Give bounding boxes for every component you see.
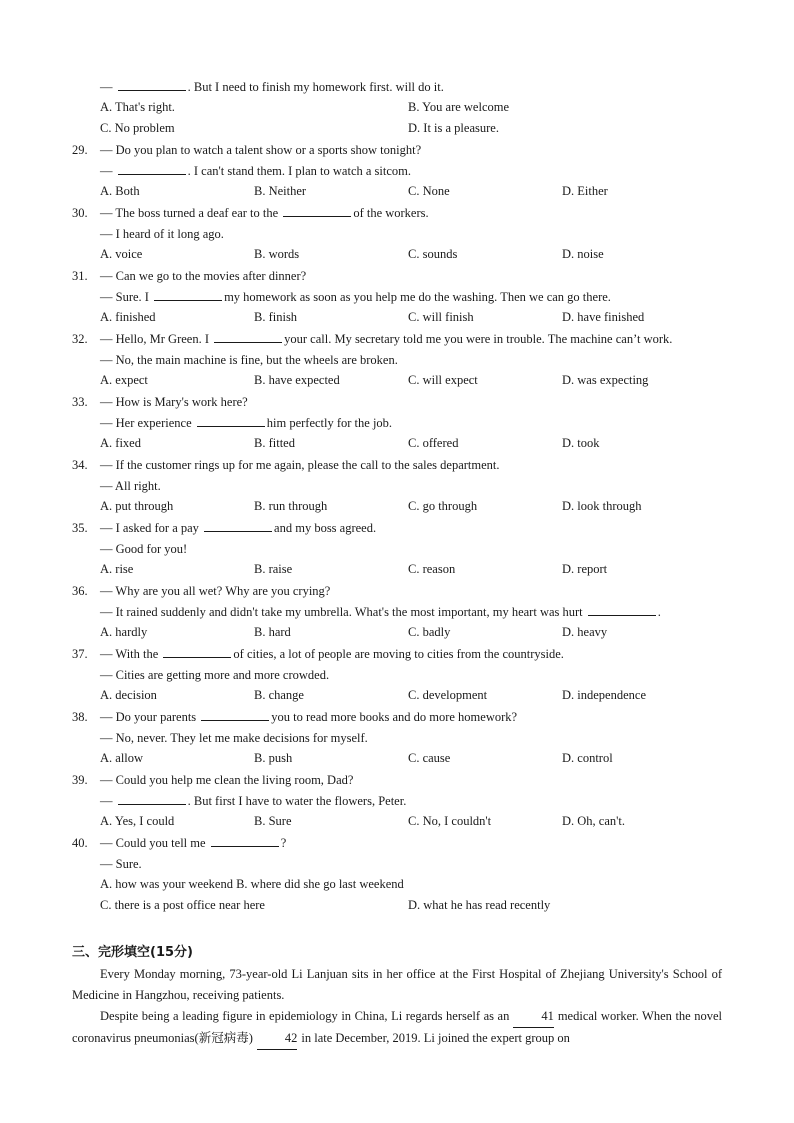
question-reply: — No, the main machine is fine, but the wheels are broken. (100, 353, 398, 367)
answer-option[interactable]: D. control (562, 751, 613, 765)
answer-option[interactable]: A. Both (100, 184, 140, 198)
question-prompt: — Do you plan to watch a talent show or a sports show tonight? (100, 143, 422, 157)
answer-option[interactable]: B. Sure (254, 814, 292, 828)
question-prompt: — Why are you all wet? Why are you crying? (100, 584, 331, 598)
answer-blank[interactable] (283, 205, 351, 217)
answer-option[interactable]: A. how was your weekend B. where did she go last weekend (100, 877, 404, 891)
answer-option[interactable]: A. expect (100, 373, 148, 387)
question-number: 34. (72, 458, 88, 472)
answer-option[interactable]: C. reason (408, 562, 456, 576)
question-reply: — . I can't stand them. I plan to watch a sitcom. (100, 164, 411, 178)
question-number: 32. (72, 332, 88, 346)
question-number: 35. (72, 521, 88, 535)
answer-option[interactable]: B. run through (254, 499, 328, 513)
answer-option[interactable]: A. voice (100, 247, 143, 261)
question-prompt: — Hello, Mr Green. I your call. My secretary told me you were in trouble. The machine can’t work. (100, 332, 673, 346)
blank-41[interactable]: 41 (513, 1006, 554, 1028)
question-number: 39. (72, 773, 88, 787)
answer-option[interactable]: B. raise (254, 562, 293, 576)
question-reply: — Good for you! (100, 542, 188, 556)
answer-option[interactable]: A. allow (100, 751, 144, 765)
question-number: 33. (72, 395, 88, 409)
answer-option[interactable]: D. look through (562, 499, 642, 513)
answer-option[interactable]: C. will expect (408, 373, 478, 387)
question-number: 38. (72, 710, 88, 724)
question-prompt: — The boss turned a deaf ear to the of the workers. (100, 206, 429, 220)
question-prompt: — Could you help me clean the living room, Dad? (100, 773, 354, 787)
answer-option[interactable]: D. report (562, 562, 608, 576)
section-heading: 三、完形填空(15分) (72, 945, 193, 960)
answer-option[interactable]: B. have expected (254, 373, 340, 387)
answer-option[interactable]: C. offered (408, 436, 459, 450)
answer-option[interactable]: A. fixed (100, 436, 141, 450)
question-prompt: — With the of cities, a lot of people are moving to cities from the countryside. (100, 647, 564, 661)
answer-option[interactable]: D. heavy (562, 625, 608, 639)
q28-option-b[interactable]: B. You are welcome (408, 100, 510, 114)
answer-blank[interactable] (118, 163, 186, 175)
answer-option[interactable]: D. Oh, can't. (562, 814, 626, 828)
answer-option[interactable]: B. fitted (254, 436, 295, 450)
answer-option[interactable]: A. put through (100, 499, 174, 513)
answer-option[interactable]: C. go through (408, 499, 478, 513)
question-number: 36. (72, 584, 88, 598)
answer-option[interactable]: A. rise (100, 562, 134, 576)
answer-option[interactable]: D. independence (562, 688, 646, 702)
question-reply: — It rained suddenly and didn't take my umbrella. What's the most important, my heart was hurt . (100, 605, 661, 619)
question-number: 30. (72, 206, 88, 220)
question-reply: — I heard of it long ago. (100, 227, 224, 241)
question-prompt: — Do your parents you to read more books and do more homework? (100, 710, 518, 724)
answer-blank[interactable] (118, 793, 186, 805)
answer-option[interactable]: B. hard (254, 625, 291, 639)
answer-blank[interactable] (214, 331, 282, 343)
question-reply: — All right. (100, 479, 161, 493)
answer-blank[interactable] (204, 520, 272, 532)
answer-option[interactable]: B. finish (254, 310, 298, 324)
question-reply: — Sure. (100, 857, 142, 871)
answer-blank[interactable] (197, 415, 265, 427)
question-reply: — Sure. I my homework as soon as you help me do the washing. Then we can go there. (100, 290, 611, 304)
passage-paragraph-1: Every Monday morning, 73-year-old Li Lanjuan sits in her office at the First Hospital of Zhejiang University's School of Medicine in Hangzhou, receiving patients. (72, 967, 722, 1002)
question-prompt: — I asked for a pay and my boss agreed. (100, 521, 377, 535)
answer-option[interactable]: C. development (408, 688, 488, 702)
answer-option[interactable]: C. sounds (408, 247, 458, 261)
answer-option[interactable]: D. what he has read recently (408, 898, 551, 912)
answer-option[interactable]: B. Neither (254, 184, 307, 198)
answer-option[interactable]: D. noise (562, 247, 604, 261)
answer-option[interactable]: D. was expecting (562, 373, 649, 387)
q28-option-a[interactable]: A. That's right. (100, 100, 175, 114)
answer-option[interactable]: C. cause (408, 751, 451, 765)
question-prompt: — If the customer rings up for me again, please the call to the sales department. (100, 458, 500, 472)
q28-option-d[interactable]: D. It is a pleasure. (408, 121, 499, 135)
answer-option[interactable]: B. push (254, 751, 293, 765)
answer-option[interactable]: C. there is a post office near here (100, 898, 265, 912)
blank-42[interactable]: 42 (257, 1028, 298, 1050)
answer-option[interactable]: C. badly (408, 625, 451, 639)
question-reply: — Her experience him perfectly for the job. (100, 416, 393, 430)
question-number: 29. (72, 143, 88, 157)
answer-option[interactable]: D. took (562, 436, 600, 450)
q28-blank[interactable] (118, 79, 186, 91)
answer-option[interactable]: A. Yes, I could (100, 814, 175, 828)
answer-option[interactable]: A. finished (100, 310, 156, 324)
answer-blank[interactable] (163, 646, 231, 658)
question-prompt: — Can we go to the movies after dinner? (100, 269, 307, 283)
q28-answer-line: — . But I need to finish my homework first. will do it. (100, 80, 444, 94)
answer-blank[interactable] (588, 604, 656, 616)
passage-paragraph-2: Despite being a leading figure in epidemiology in China, Li regards herself as an 41 medical worker. When the novel coronavirus pneumonias(新冠病毒) 42 in late December, 2019. Li joined the expert group on (72, 1006, 722, 1050)
answer-option[interactable]: B. words (254, 247, 300, 261)
answer-option[interactable]: C. None (408, 184, 450, 198)
question-number: 31. (72, 269, 88, 283)
answer-option[interactable]: D. Either (562, 184, 608, 198)
answer-option[interactable]: C. No, I couldn't (408, 814, 492, 828)
question-number: 37. (72, 647, 88, 661)
answer-blank[interactable] (201, 709, 269, 721)
answer-option[interactable]: B. change (254, 688, 304, 702)
answer-option[interactable]: A. decision (100, 688, 157, 702)
answer-blank[interactable] (154, 289, 222, 301)
question-prompt: — How is Mary's work here? (100, 395, 248, 409)
question-reply: — Cities are getting more and more crowded. (100, 668, 330, 682)
question-reply: — . But first I have to water the flowers, Peter. (100, 794, 407, 808)
question-reply: — No, never. They let me make decisions for myself. (100, 731, 368, 745)
q28-option-c[interactable]: C. No problem (100, 121, 175, 135)
answer-blank[interactable] (211, 835, 279, 847)
answer-option[interactable]: D. have finished (562, 310, 645, 324)
answer-option[interactable]: C. will finish (408, 310, 474, 324)
question-number: 40. (72, 836, 88, 850)
answer-option[interactable]: A. hardly (100, 625, 148, 639)
question-prompt: — Could you tell me ? (100, 836, 287, 850)
